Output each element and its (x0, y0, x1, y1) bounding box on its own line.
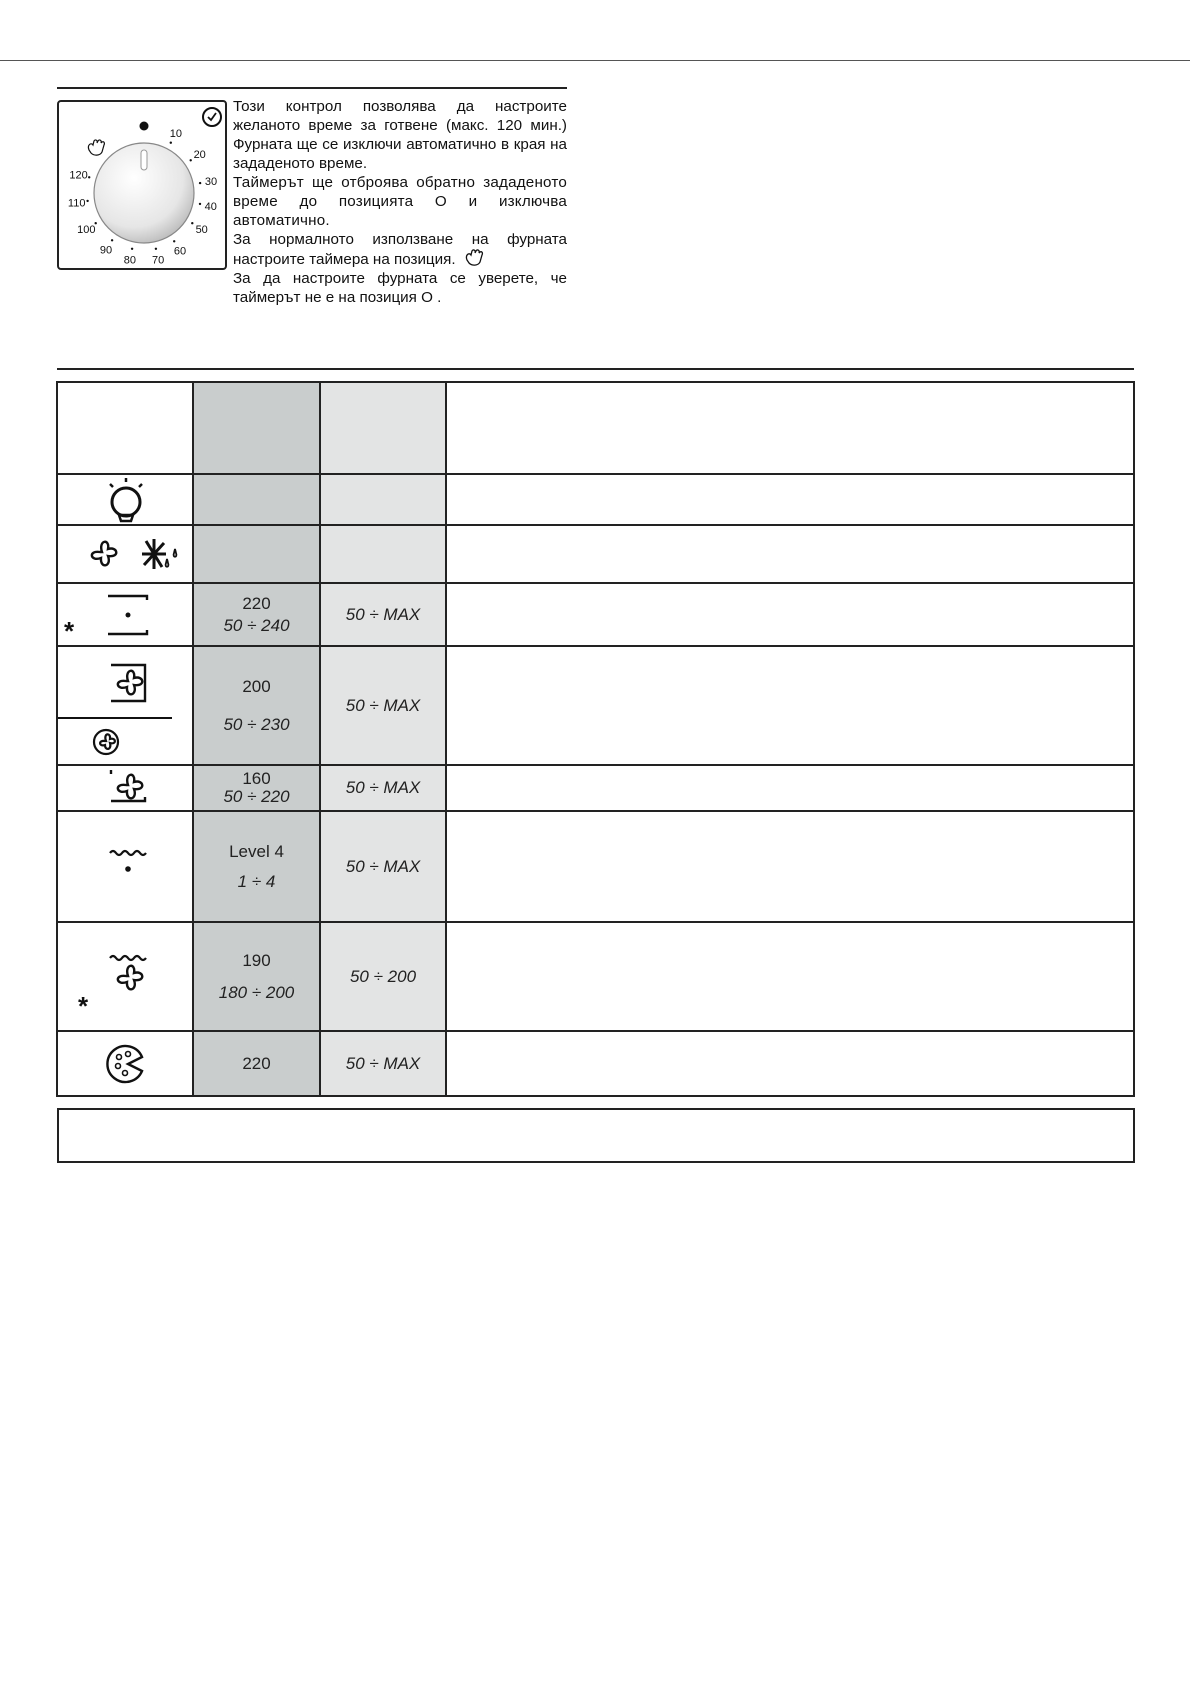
dial-label: 60 (173, 245, 187, 258)
min-max-range: 50 ÷ MAX (345, 856, 421, 876)
dial-tick (199, 203, 201, 205)
header-cell-temp-range (320, 382, 446, 474)
fan-defrost-icon (57, 525, 193, 583)
dial-tick (170, 142, 172, 144)
dial-tick (173, 240, 175, 242)
temperature-range: 1 ÷ 4 (237, 871, 276, 891)
timer-paragraph-2: Таймерът ще отброява обратно зададеното време до позицията O и изключва автоматично. (233, 174, 567, 229)
note-box (57, 1108, 1135, 1163)
dial-tick (190, 159, 192, 161)
table-row (57, 922, 1134, 1031)
starred-function-marker: * (78, 991, 89, 1021)
dial-tick (191, 222, 193, 224)
table-row (57, 583, 1134, 646)
timer-paragraph-3 (233, 230, 567, 269)
timer-description (233, 97, 567, 307)
header-cell-default-temp (193, 382, 320, 474)
dial-tick (131, 248, 133, 250)
dial-label: 90 (99, 244, 113, 257)
min-max-range: 50 ÷ MAX (345, 695, 421, 715)
manual-hand-icon (88, 140, 104, 155)
page-top-rule (0, 60, 1190, 61)
temperature-range: 50 ÷ 230 (223, 714, 290, 734)
timer-paragraph-4: За да настроите фурната се уверете, че таймерът не е на позиция O . (233, 270, 567, 306)
fan-grill-icon (58, 923, 192, 1030)
header-cell-description (446, 382, 1134, 474)
min-max-range: 50 ÷ 200 (349, 966, 417, 986)
fan-ring-element-icon (58, 647, 192, 764)
dial-label: 10 (169, 128, 183, 140)
timer-dial-illustration (57, 100, 227, 270)
dial-label: 20 (193, 149, 206, 161)
temperature-range: 50 ÷ 220 (223, 787, 290, 806)
default-temperature: Level 4 (229, 841, 284, 861)
dial-tick (95, 222, 97, 224)
conventional-heating-icon (58, 584, 192, 645)
timer-paragraph-3-text: За нормалното използване на фурната настроите таймера на позиция. (233, 231, 567, 268)
dial-tick (86, 200, 88, 202)
dial-label: 70 (151, 254, 165, 267)
table-row (57, 525, 1134, 583)
timer-paragraph-1: Този контрол позволява да настроите желаното време за готвене (макс. 120 мин.) Фурната ще се изключи автоматично в края на зададеното време. (233, 98, 567, 172)
dial-tick (199, 182, 201, 184)
clock-icon (203, 108, 221, 126)
default-temperature: 160 (242, 769, 271, 788)
table-row (57, 811, 1134, 922)
min-max-range: 50 ÷ MAX (345, 1053, 421, 1073)
timer-dial-svg (59, 102, 225, 268)
dial-label: 100 (77, 224, 96, 236)
min-max-range: 50 ÷ MAX (345, 604, 421, 624)
dial-label: 30 (204, 176, 218, 189)
temperature-range: 180 ÷ 200 (218, 982, 295, 1002)
oven-lamp-icon (57, 474, 193, 525)
default-temperature: 220 (242, 593, 271, 613)
table-row (57, 765, 1134, 811)
table-row (57, 474, 1134, 525)
manual-hand-inline-icon (464, 249, 484, 267)
dial-label: 40 (204, 201, 217, 213)
timer-section-rule (57, 87, 567, 89)
dial-label: 110 (67, 197, 86, 210)
dial-label: 80 (123, 254, 137, 267)
default-temperature: 190 (242, 950, 271, 970)
table-row (57, 1031, 1134, 1096)
grill-icon (57, 811, 193, 922)
oven-functions-table (56, 381, 1135, 1097)
table-row (57, 646, 1134, 765)
default-temperature: 200 (242, 676, 271, 696)
table-section-rule (57, 368, 1134, 370)
fan-bottom-heat-icon (57, 765, 193, 811)
starred-function-marker: * (64, 616, 75, 646)
table-header-row (57, 382, 1134, 474)
dial-tick (111, 239, 113, 241)
dial-label: 50 (195, 224, 208, 236)
min-max-range: 50 ÷ MAX (345, 778, 421, 797)
dial-label: 120 (69, 169, 88, 182)
dial-tick (88, 176, 90, 178)
temperature-range: 50 ÷ 240 (223, 615, 290, 635)
pizza-icon (57, 1031, 193, 1096)
dial-tick (155, 248, 157, 250)
default-temperature: 220 (242, 1053, 271, 1073)
header-cell-symbol (57, 382, 193, 474)
